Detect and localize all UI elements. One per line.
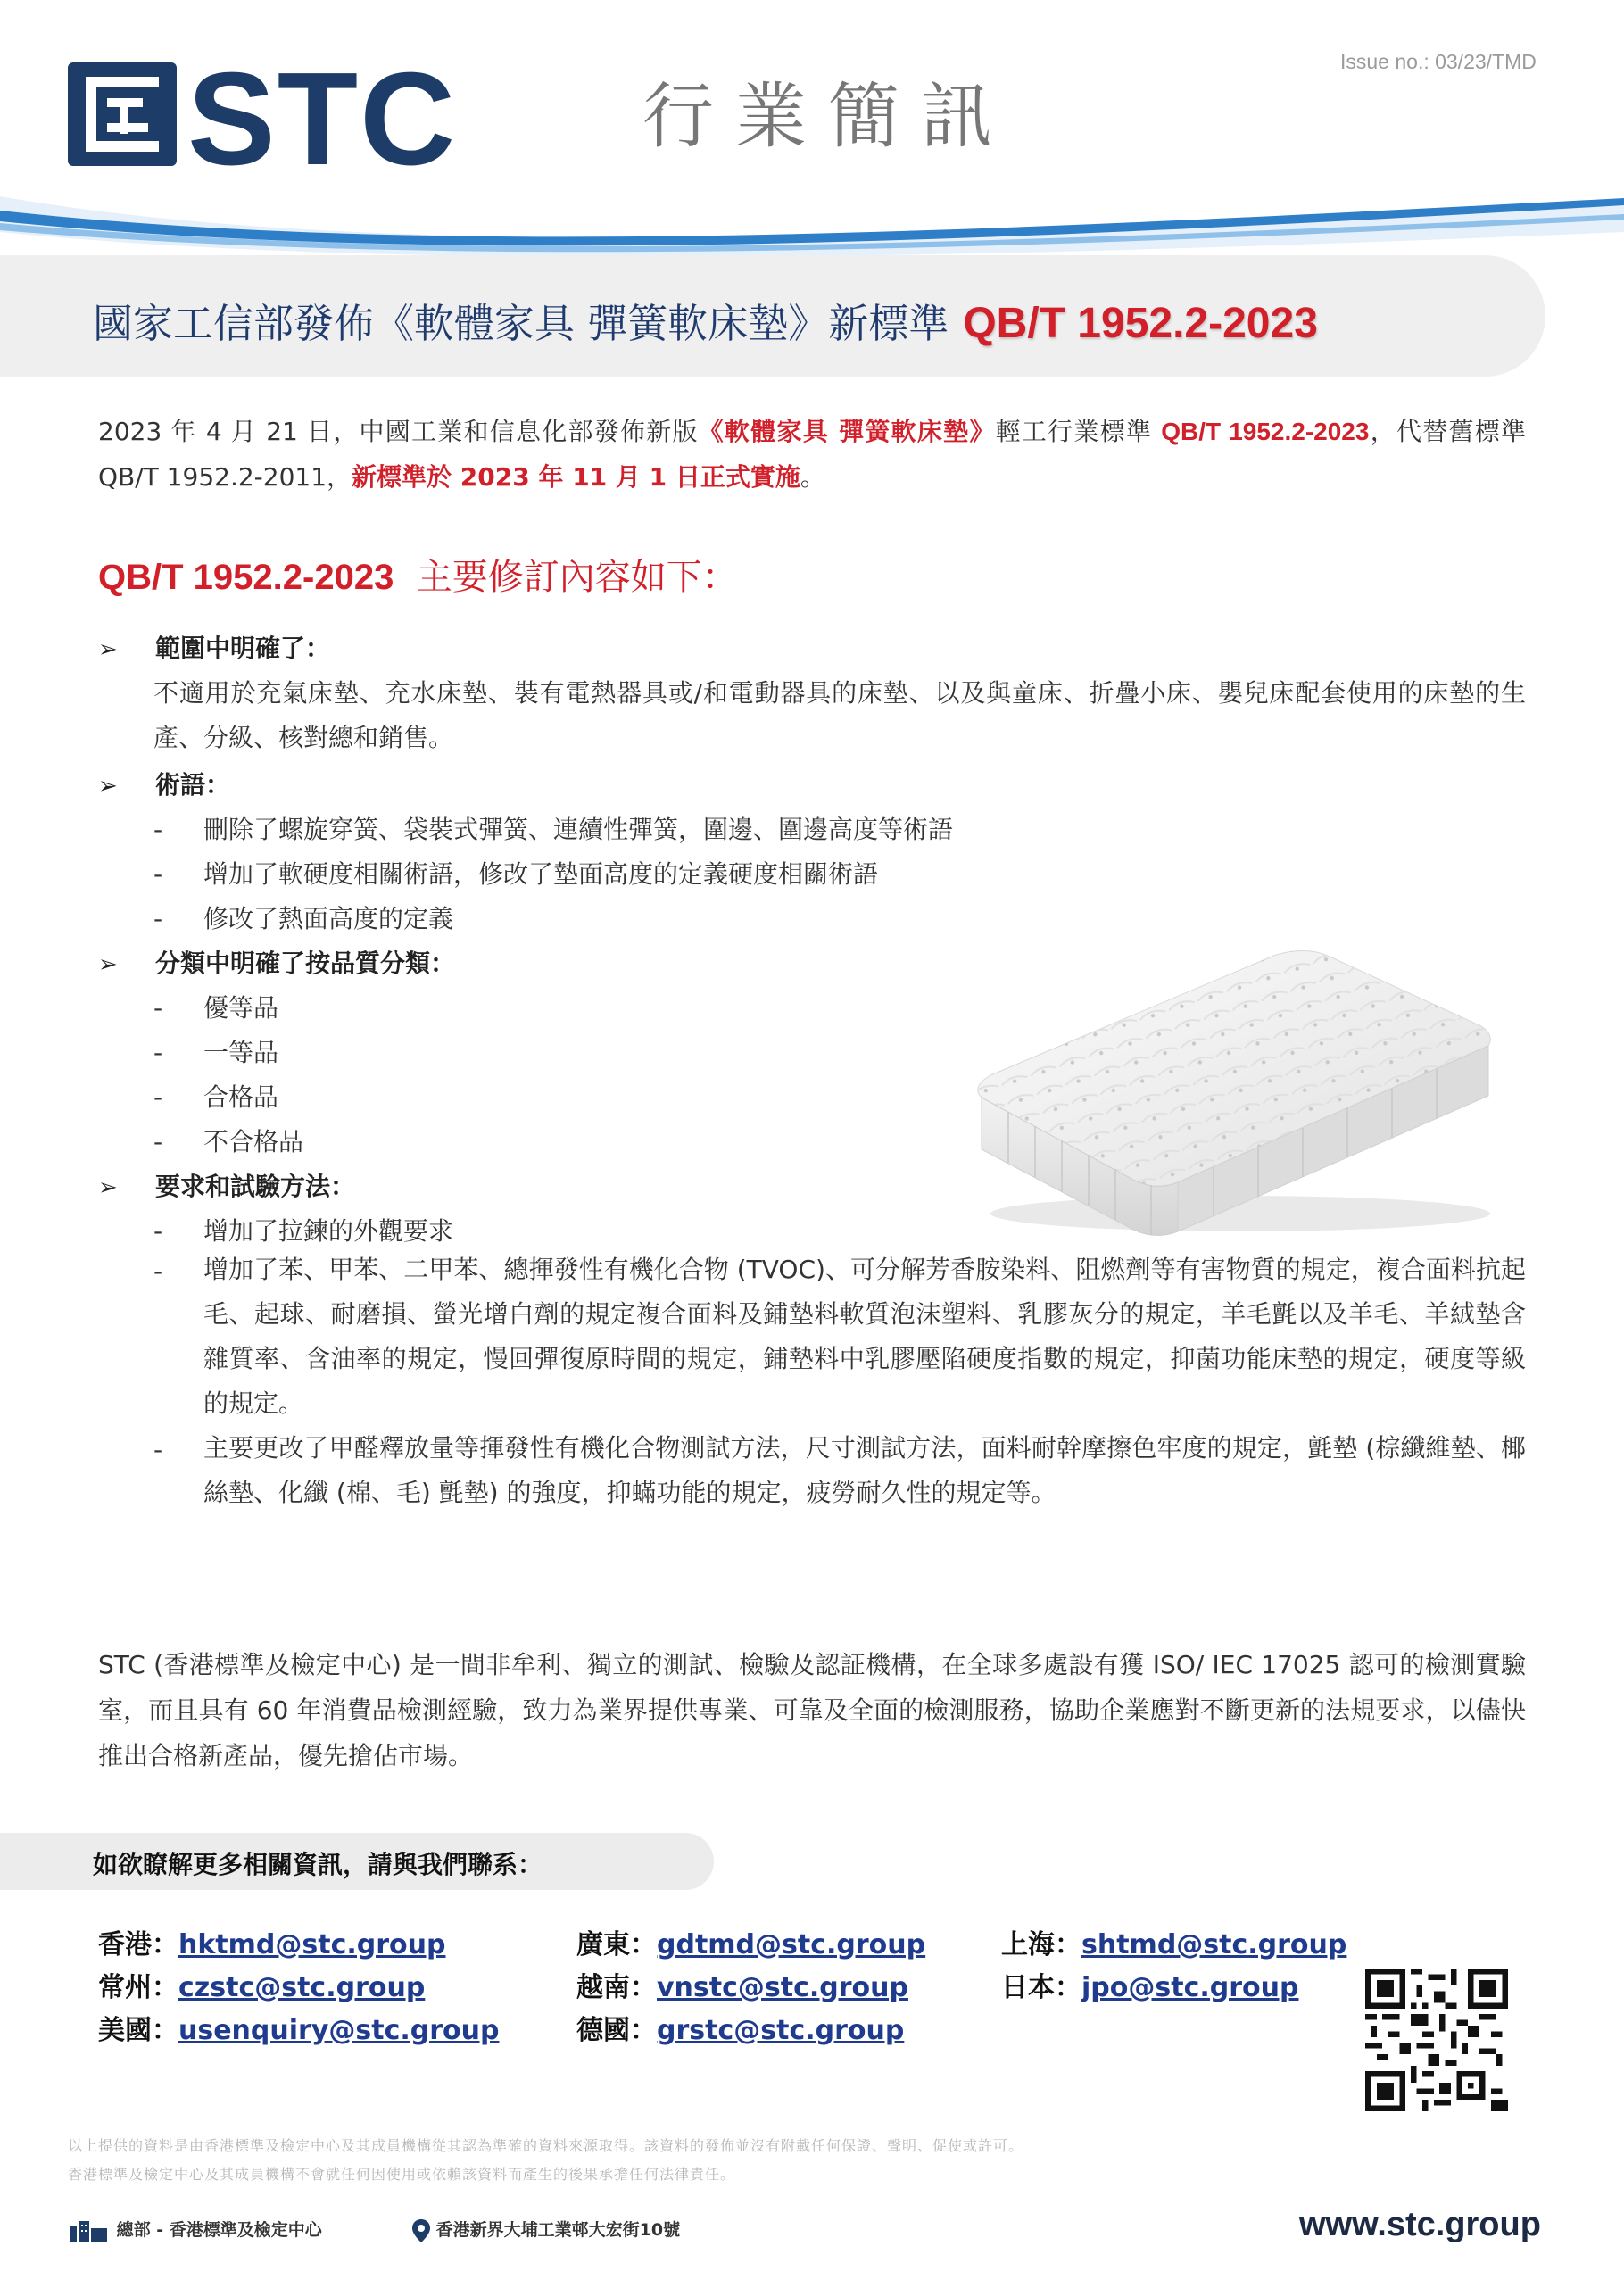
email-link[interactable]: gdtmd@stc.group [657, 1929, 926, 1960]
bullet-requirements-label: 要求和試驗方法： [155, 1172, 356, 1201]
list-item: - 合格品 [153, 1082, 279, 1112]
issue-number: Issue no.: 03/23/TMD [1340, 50, 1537, 73]
email-link[interactable]: hktmd@stc.group [178, 1929, 446, 1960]
contact-entry-shanghai: 上海：shtmd@stc.group [1001, 1929, 1347, 1960]
footer-headquarters [68, 2217, 322, 2242]
location-pin-icon [412, 2219, 430, 2242]
newsletter-title: 行業簡訊 [642, 75, 1014, 158]
disclaimer-line-2: 香港標準及檢定中心及其成員機構不會就任何因使用或依賴該資料而產生的後果承擔任何法律責任。 [68, 2166, 736, 2183]
contact-header: 如欲瞭解更多相關資訊，請與我們聯系： [93, 1850, 543, 1879]
intro-paragraph [98, 409, 1526, 500]
section-heading-code: QB/T 1952.2-2023 [98, 558, 394, 597]
header-swoosh [0, 178, 1624, 268]
footer-hq-text: 總部 - 香港標準及檢定中心 [116, 2220, 322, 2240]
bullet-terms [98, 766, 230, 801]
disclaimer-line-1: 以上提供的資料是由香港標準及檢定中心及其成員機構從其認為準確的資料來源取得。該資料的發佈並沒有附載任何保證、聲明、促使或許可。 [68, 2137, 1024, 2154]
list-item: - 增加了苯、甲苯、二甲苯、總揮發性有機化合物 (TVOC)、可分解芳香胺染料、阻燃劑等有害物質的規定，複合面料抗起毛、起球、耐磨損、螢光增白劑的規定複合面料及鋪墊料軟質泡沫塑料、乳膠灰分的規定，羊毛氈以及羊毛、羊絨墊含雜質率、含油率的規定，慢回彈復原時間的規定，鋪墊料中乳膠壓陷硬度指數的規定，抑菌功能床墊的規定，硬度等級的規定。 [153, 1255, 1526, 1418]
intro-text-1: 2023 年 4 月 21 日，中國工業和信息化部發佈新版 [98, 417, 699, 446]
intro-effective-date: 新標準於 2023 年 11 月 1 日正式實施 [352, 462, 800, 492]
arrow-bullet-icon: ➢ [98, 636, 118, 663]
page-title-text: 國家工信部發佈《軟體家具 彈簧軟床墊》新標準 [93, 300, 949, 347]
email-link[interactable]: usenquiry@stc.group [178, 2015, 500, 2046]
bullet-scope-text: 不適用於充氣床墊、充水床墊、裝有電熱器具或/和電動器具的床墊、以及與童床、折疊小床、嬰兒床配套使用的床墊的生產、分級、核對總和銷售。 [153, 678, 1526, 752]
contact-entry-germany: 德國：grstc@stc.group [576, 2015, 905, 2046]
contact-entry-vietnam: 越南：vnstc@stc.group [576, 1972, 908, 2003]
section-heading-text: 主要修訂內容如下： [416, 557, 738, 598]
footer-address [412, 2217, 680, 2242]
intro-text-4: 。 [800, 462, 825, 492]
qr-code[interactable] [1365, 1969, 1508, 2111]
bullet-requirements [98, 1167, 355, 1203]
contact-entry-hongkong: 香港：hktmd@stc.group [98, 1929, 446, 1960]
contact-entry-changzhou: 常州：czstc@stc.group [98, 1972, 426, 2003]
bullet-grades [98, 944, 455, 980]
list-item: - 不合格品 [153, 1127, 304, 1156]
email-link[interactable]: grstc@stc.group [657, 2015, 905, 2046]
arrow-bullet-icon: ➢ [98, 951, 118, 978]
logo-wordmark: STC [187, 46, 457, 193]
email-link[interactable]: vnstc@stc.group [657, 1972, 908, 2003]
intro-text-3: ，代替舊標準 QB/T 1952.2-2011， [98, 417, 1526, 492]
list-item: - 增加了軟硬度相關術語，修改了墊面高度的定義硬度相關術語 [153, 859, 879, 889]
arrow-bullet-icon: ➢ [98, 773, 118, 800]
bullet-grades-label: 分類中明確了按品質分類： [155, 949, 456, 978]
list-item: - 主要更改了甲醛釋放量等揮發性有機化合物測試方法，尺寸測試方法，面料耐幹摩擦色牢度的規定，氈墊 (棕纖維墊、椰絲墊、化纖 (棉、毛) 氈墊) 的強度，抑蟎功能的規定，疲勞耐久性的規定等。 [153, 1433, 1526, 1507]
building-icon [68, 2219, 111, 2242]
email-link[interactable]: shtmd@stc.group [1081, 1929, 1347, 1960]
mattress-image [955, 946, 1508, 1240]
contact-entry-japan: 日本：jpo@stc.group [1001, 1972, 1299, 2003]
contact-entry-guangdong: 廣東：gdtmd@stc.group [576, 1929, 926, 1960]
arrow-bullet-icon: ➢ [98, 1174, 118, 1201]
stc-logo [68, 46, 460, 193]
contact-entry-usa: 美國：usenquiry@stc.group [98, 2015, 500, 2046]
list-item: - 增加了拉鍊的外觀要求 [153, 1216, 454, 1246]
list-item: - 刪除了螺旋穿簧、袋裝式彈簧、連續性彈簧，圍邊、圍邊高度等術語 [153, 815, 954, 844]
bullet-scope [98, 629, 330, 665]
email-link[interactable]: jpo@stc.group [1081, 1972, 1299, 2003]
intro-standard-code: QB/T 1952.2-2023 [1161, 418, 1370, 445]
section-heading [98, 549, 738, 600]
page-title-standard-code: QB/T 1952.2-2023 [963, 300, 1318, 347]
website-link[interactable]: www.stc.group [1299, 2206, 1541, 2243]
intro-standard-name: 《軟體家具 彈簧軟床墊》 [698, 417, 996, 446]
list-item: - 優等品 [153, 993, 279, 1023]
footer-address-text: 香港新界大埔工業邨大宏街10號 [435, 2220, 681, 2240]
email-link[interactable]: czstc@stc.group [178, 1972, 426, 2003]
bullet-terms-label: 術語： [155, 770, 231, 800]
bullet-scope-label: 範圍中明確了： [155, 634, 331, 663]
stc-logo-emblem [68, 62, 177, 166]
list-item: - 修改了熱面高度的定義 [153, 904, 454, 933]
about-stc-paragraph: STC (香港標準及檢定中心) 是一間非牟利、獨立的測試、檢驗及認証機構，在全球多處設有獲 ISO/ IEC 17025 認可的檢測實驗室，而且具有 60 年消費品檢測經驗，致力為業界提供專業、可靠及全面的檢測服務，協助企業應對不斷更新的法規要求，以儘快推出合格新產品，優先搶佔市場。 [98, 1650, 1526, 1770]
page-title [93, 291, 1318, 349]
list-item: - 一等品 [153, 1038, 279, 1067]
intro-text-2: 輕工行業標準 [995, 417, 1153, 446]
